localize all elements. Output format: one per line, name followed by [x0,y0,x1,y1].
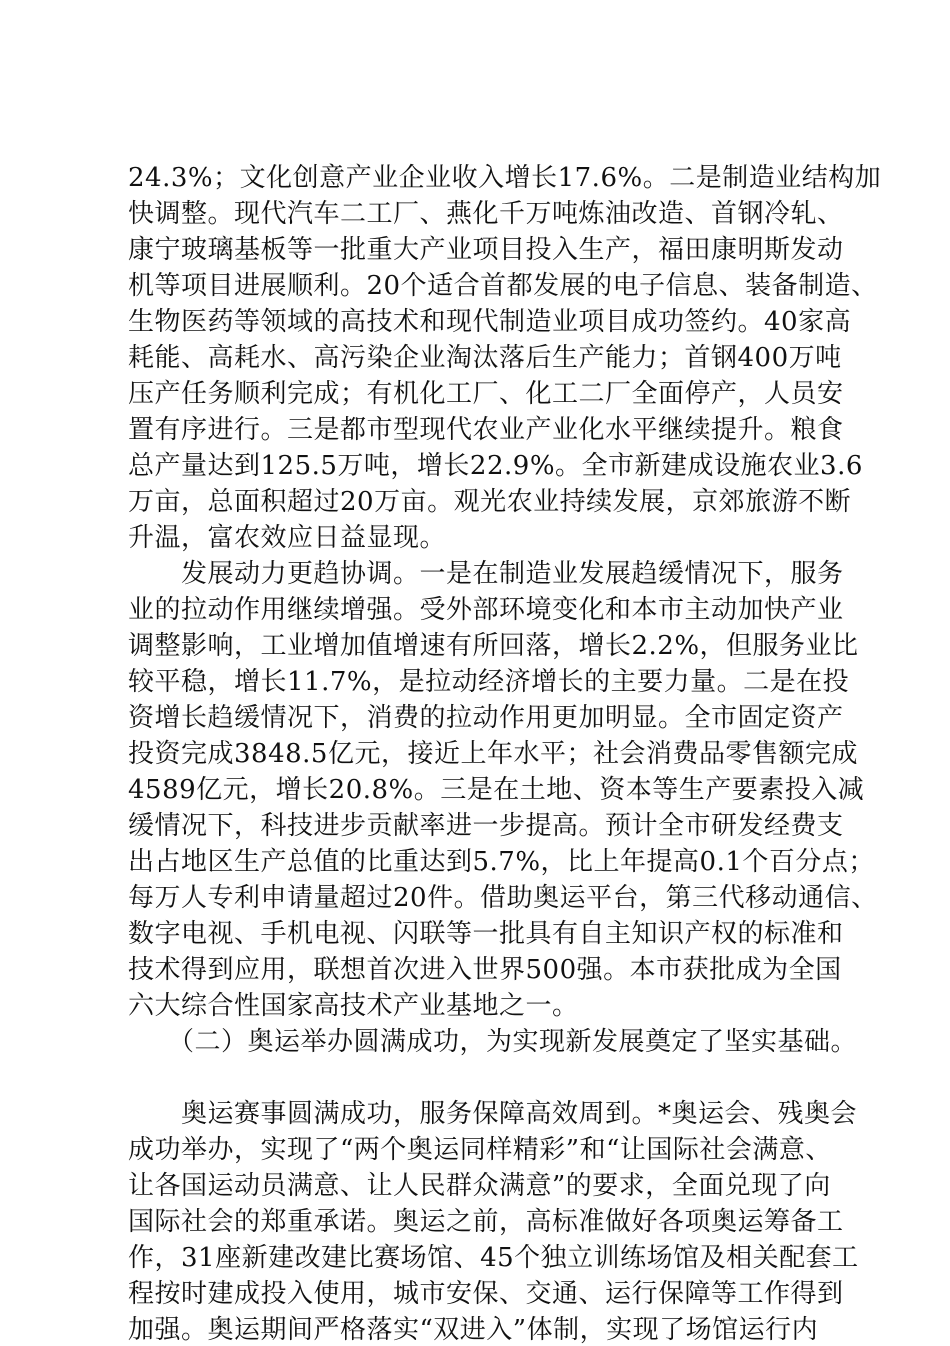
text-line: 压产任务顺利完成；有机化工厂、化工二厂全面停产，人员安 [128,379,844,409]
text-line: 资增长趋缓情况下，消费的拉动作用更加明显。全市固定资产 [128,703,844,733]
text-line: 数字电视、手机电视、闪联等一批具有自主知识产权的标准和 [128,919,844,949]
text-line: 投资完成3848.5亿元，接近上年水平；社会消费品零售额完成 [128,739,858,769]
text-line: 升温，富农效应日益显现。 [128,523,447,553]
text-line: 六大综合性国家高技术产业基地之一。 [128,991,579,1021]
text-line: 耗能、高耗水、高污染企业淘汰落后生产能力；首钢400万吨 [128,343,842,373]
text-line: 业的拉动作用继续增强。受外部环境变化和本市主动加快产业 [128,595,844,625]
text-line: 发展动力更趋协调。一是在制造业发展趋缓情况下，服务 [128,559,844,589]
text-line: 奥运赛事圆满成功，服务保障高效周到。*奥运会、残奥会 [128,1099,858,1129]
text-line: 万亩，总面积超过20万亩。观光农业持续发展，京郊旅游不断 [128,487,852,517]
text-line: 置有序进行。三是都市型现代农业产业化水平继续提升。粮食 [128,415,844,445]
text-line: 调整影响，工业增加值增速有所回落，增长2.2%，但服务业比 [128,631,859,661]
text-line: 缓情况下，科技进步贡献率进一步提高。预计全市研发经费支 [128,811,844,841]
text-line: 每万人专利申请量超过20件。借助奥运平台，第三代移动通信、 [128,883,878,913]
text-line: 康宁玻璃基板等一批重大产业项目投入生产，福田康明斯发动 [128,235,844,265]
text-line: 4589亿元，增长20.8%。三是在土地、资本等生产要素投入减 [128,775,865,805]
text-line: 快调整。现代汽车二工厂、燕化千万吨炼油改造、首钢冷轧、 [128,199,844,229]
section-heading: （二）奥运举办圆满成功，为实现新发展奠定了坚实基础。 [128,1027,858,1057]
text-line: 成功举办，实现了“两个奥运同样精彩”和“让国际社会满意、 [128,1135,832,1165]
text-line: 出占地区生产总值的比重达到5.7%，比上年提高0.1个百分点； [128,847,875,877]
text-line: 作，31座新建改建比赛场馆、45个独立训练场馆及相关配套工 [128,1243,859,1273]
text-line: 较平稳，增长11.7%，是拉动经济增长的主要力量。二是在投 [128,667,850,697]
text-line: 程按时建成投入使用，城市安保、交通、运行保障等工作得到 [128,1279,844,1309]
text-line: 机等项目进展顺利。20个适合首都发展的电子信息、装备制造、 [128,271,878,301]
text-line: 技术得到应用，联想首次进入世界500强。本市获批成为全国 [128,955,842,985]
text-line: 加强。奥运期间严格落实“双进入”体制，实现了场馆运行内 [128,1315,819,1345]
text-line: 国际社会的郑重承诺。奥运之前，高标准做好各项奥运筹备工 [128,1207,844,1237]
text-line: 24.3%；文化创意产业企业收入增长17.6%。二是制造业结构加 [128,163,882,193]
text-line: 生物医药等领域的高技术和现代制造业项目成功签约。40家高 [128,307,852,337]
text-line: 让各国运动员满意、让人民群众满意”的要求，全面兑现了向 [128,1171,831,1201]
text-line: 总产量达到125.5万吨，增长22.9%。全市新建成设施农业3.6 [128,451,863,481]
